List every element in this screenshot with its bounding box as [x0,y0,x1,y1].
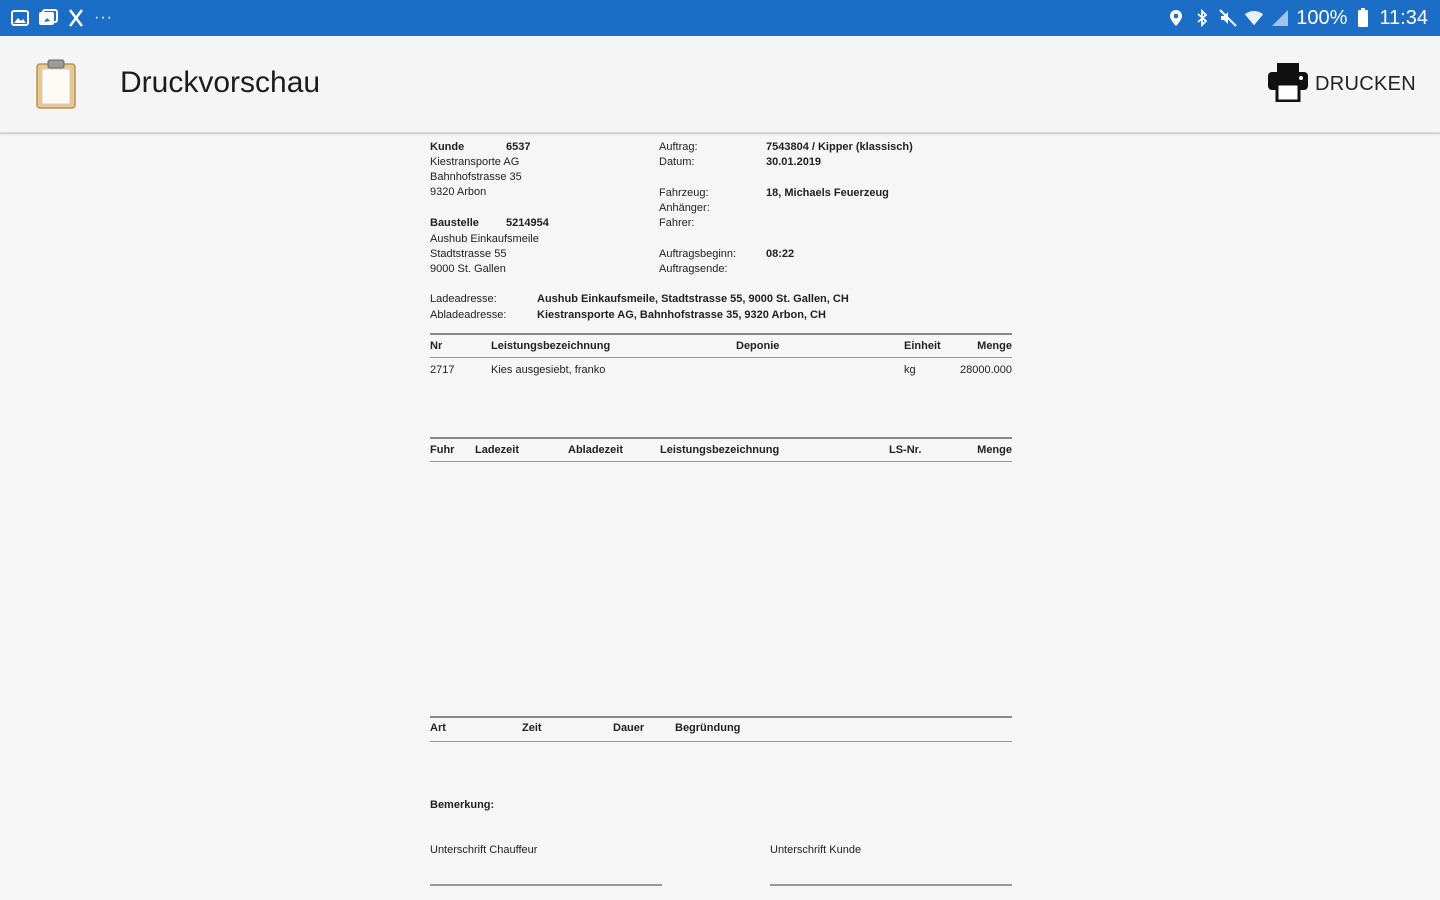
status-bar-right [1166,6,1428,30]
ladeadresse-label: Ladeadresse: [430,293,497,305]
column-header-ls-nr: LS-Nr. [889,444,922,456]
wifi-icon [1244,8,1264,28]
column-header-art: Art [430,722,446,734]
column-header-nr: Nr [430,340,443,352]
clock: 11:34 [1379,6,1428,29]
baustelle-line: Aushub Einkaufsmeile [430,233,539,245]
column-header-leistungsbezeichnung: Leistungsbezeichnung [491,340,611,352]
kunde-label: Kunde [430,141,465,153]
mute-icon [1218,8,1238,28]
fahrer-label: Fahrer: [659,217,695,229]
fahrzeug-label: Fahrzeug: [659,187,709,199]
kunde-number: 6537 [506,141,531,153]
bemerkung-label: Bemerkung: [430,799,495,811]
auftragsbeginn-value: 08:22 [766,248,795,260]
auftrag-label: Auftrag: [659,141,698,153]
ladeadresse-value: Aushub Einkaufsmeile, Stadtstrasse 55, 9000 St. Gallen, CH [537,293,849,305]
table-rule [430,461,1012,462]
anhaenger-label: Anhänger: [659,202,710,214]
x-app-icon [66,8,86,28]
table-rule [430,741,1012,742]
page-title: Druckvorschau [120,66,321,99]
column-header-leistungsbezeichnung: Leistungsbezeichnung [660,444,780,456]
auftragsende-label: Auftragsende: [659,263,728,275]
photos-icon [38,8,58,28]
signal-icon [1270,8,1290,28]
kunde-line: Bahnhofstrasse 35 [430,171,522,183]
column-header-begruendung: Begründung [675,722,741,734]
auftragsbeginn-label: Auftragsbeginn: [659,248,737,260]
fahrzeug-value: 18, Michaels Feuerzeug [766,187,889,199]
table-rule [430,716,1012,718]
bluetooth-icon [1192,8,1212,28]
abladeadresse-value: Kiestransporte AG, Bahnhofstrasse 35, 9320 Arbon, CH [537,309,826,321]
signature-driver-line [430,884,662,886]
column-header-abladezeit: Abladezeit [568,444,624,456]
abladeadresse-label: Abladeadresse: [430,309,507,321]
status-bar [0,0,1440,36]
status-bar-left [10,6,113,30]
kunde-line: 9320 Arbon [430,186,487,198]
signature-customer-label: Unterschrift Kunde [770,844,862,856]
gallery-icon [10,8,30,28]
table-cell-menge: 28000.000 [960,364,1012,376]
kunde-line: Kiestransporte AG [430,156,520,168]
auftrag-value: 7543804 / Kipper (klassisch) [766,141,913,153]
battery-percent: 100% [1296,6,1348,29]
battery-icon [1353,8,1373,28]
location-icon [1166,8,1186,28]
column-header-menge: Menge [977,340,1012,352]
column-header-einheit: Einheit [904,340,941,352]
table-rule [430,437,1012,439]
column-header-deponie: Deponie [736,340,780,352]
column-header-dauer: Dauer [613,722,645,734]
column-header-ladezeit: Ladezeit [475,444,520,456]
table-cell-leistungsbezeichnung: Kies ausgesiebt, franko [491,364,606,376]
table-cell-nr: 2717 [430,364,455,376]
baustelle-number: 5214954 [506,217,549,229]
document-preview [430,140,1012,900]
datum-label: Datum: [659,156,695,168]
table-rule [430,333,1012,335]
clipboard-icon [34,58,78,110]
more-notifications-icon: ··· [94,9,113,26]
column-header-zeit: Zeit [522,722,542,734]
baustelle-label: Baustelle [430,217,479,229]
app-bar [0,36,1440,134]
column-header-fuhr: Fuhr [430,444,455,456]
signature-driver-label: Unterschrift Chauffeur [430,844,538,856]
column-header-menge: Menge [977,444,1012,456]
table-rule [430,357,1012,358]
printer-icon [1267,62,1309,107]
print-button[interactable] [1267,62,1416,106]
print-button-label: DRUCKEN [1315,72,1416,95]
baustelle-line: Stadtstrasse 55 [430,248,507,260]
baustelle-line: 9000 St. Gallen [430,263,506,275]
datum-value: 30.01.2019 [766,156,822,168]
signature-customer-line [770,884,1012,886]
table-cell-einheit: kg [904,364,916,376]
